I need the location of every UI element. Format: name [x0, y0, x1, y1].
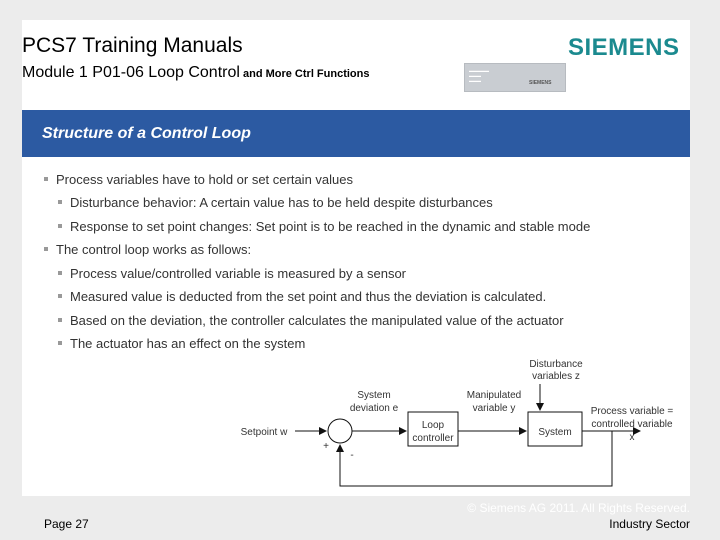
bullet-item: Based on the deviation, the controller calculates the manipulated value of the actuator	[58, 313, 564, 328]
controller-label-1: Loop	[421, 420, 445, 431]
badge-text-lines: ▬▬▬▬▬ ▬▬▬ ▬▬▬	[469, 68, 489, 83]
manipulated-label-2: variable y	[472, 403, 516, 414]
bullet-item: Response to set point changes: Set point is to be reached in the dynamic and stable mode	[58, 219, 590, 234]
bullet-item: Process variables have to hold or set certain values	[44, 172, 353, 187]
bullet-item: The control loop works as follows:	[44, 242, 251, 257]
process-variable-label-1: Process variable =	[590, 406, 674, 417]
section-title: Structure of a Control Loop	[42, 125, 251, 142]
deviation-label-1: System	[357, 390, 391, 401]
manipulated-label-1: Manipulated	[466, 390, 522, 401]
bullet-item: The actuator has an effect on the system	[58, 336, 305, 351]
bullet-item: Disturbance behavior: A certain value has to be held despite disturbances	[58, 195, 493, 210]
bullet-item: Measured value is deducted from the set point and thus the deviation is calculated.	[58, 289, 546, 304]
subtitle-main: Module 1 P01-06 Loop Control	[22, 64, 240, 81]
minus-sign: -	[350, 450, 354, 461]
process-variable-label-3: x	[629, 432, 635, 443]
footer-sector: Industry Sector	[609, 517, 690, 531]
controller-label-2: controller	[412, 433, 454, 444]
plus-sign: +	[323, 441, 329, 452]
process-variable-label-2: controlled variable	[591, 419, 673, 430]
summing-junction	[328, 419, 352, 443]
badge-logo-text: SIEMENS	[529, 80, 552, 86]
footer-page-number: Page 27	[44, 517, 89, 531]
bullet-item: Process value/controlled variable is measured by a sensor	[58, 266, 406, 281]
system-label: System	[538, 427, 572, 438]
siemens-logo: SIEMENS	[568, 34, 680, 61]
disturbance-label-1: Disturbance	[529, 359, 583, 370]
setpoint-label: Setpoint w	[240, 427, 288, 438]
disturbance-label-2: variables z	[532, 371, 580, 382]
deviation-label-2: deviation e	[349, 403, 399, 414]
subtitle-small: and More Ctrl Functions	[239, 68, 370, 80]
page-title: PCS7 Training Manuals	[22, 34, 243, 57]
footer-copyright: © Siemens AG 2011. All Rights Reserved.	[467, 501, 690, 515]
